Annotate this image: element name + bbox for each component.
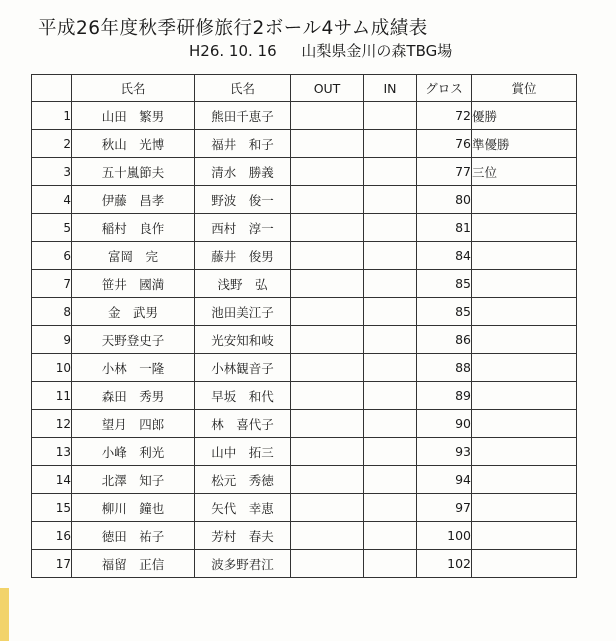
cell-in bbox=[364, 354, 417, 382]
cell-out bbox=[291, 270, 364, 298]
cell-out bbox=[291, 438, 364, 466]
cell-gross: 90 bbox=[417, 410, 472, 438]
cell-player-1: 柳川 鐘也 bbox=[72, 494, 195, 522]
cell-gross: 89 bbox=[417, 382, 472, 410]
table-row bbox=[32, 242, 577, 270]
cell-out bbox=[291, 494, 364, 522]
cell-player-1: 笹井 國満 bbox=[72, 270, 195, 298]
cell-award bbox=[472, 326, 577, 354]
cell-player-2: 小林観音子 bbox=[195, 354, 291, 382]
cell-award bbox=[472, 354, 577, 382]
cell-award bbox=[472, 382, 577, 410]
cell-out bbox=[291, 354, 364, 382]
cell-out bbox=[291, 130, 364, 158]
cell-in bbox=[364, 298, 417, 326]
cell-award bbox=[472, 438, 577, 466]
cell-award: 優勝 bbox=[472, 102, 577, 130]
cell-number: 8 bbox=[32, 298, 72, 326]
header-out: OUT bbox=[291, 75, 364, 102]
cell-gross: 100 bbox=[417, 522, 472, 550]
cell-in bbox=[364, 326, 417, 354]
cell-award bbox=[472, 270, 577, 298]
table-row bbox=[32, 326, 577, 354]
cell-player-2: 波多野君江 bbox=[195, 550, 291, 578]
results-table bbox=[31, 74, 577, 578]
cell-in bbox=[364, 158, 417, 186]
cell-in bbox=[364, 438, 417, 466]
cell-in bbox=[364, 410, 417, 438]
cell-player-2: 山中 拓三 bbox=[195, 438, 291, 466]
cell-out bbox=[291, 242, 364, 270]
cell-player-1: 森田 秀男 bbox=[72, 382, 195, 410]
table-row bbox=[32, 158, 577, 186]
cell-in bbox=[364, 130, 417, 158]
cell-player-2: 浅野 弘 bbox=[195, 270, 291, 298]
cell-in bbox=[364, 550, 417, 578]
cell-award bbox=[472, 550, 577, 578]
table-row bbox=[32, 102, 577, 130]
document-subtitle bbox=[189, 40, 452, 61]
cell-player-2: 矢代 幸恵 bbox=[195, 494, 291, 522]
table-row bbox=[32, 466, 577, 494]
cell-player-1: 金 武男 bbox=[72, 298, 195, 326]
cell-award bbox=[472, 186, 577, 214]
cell-gross: 93 bbox=[417, 438, 472, 466]
cell-player-1: 稲村 良作 bbox=[72, 214, 195, 242]
binder-edge bbox=[0, 588, 9, 641]
table-row bbox=[32, 550, 577, 578]
cell-gross: 102 bbox=[417, 550, 472, 578]
cell-out bbox=[291, 466, 364, 494]
cell-award: 三位 bbox=[472, 158, 577, 186]
cell-out bbox=[291, 326, 364, 354]
cell-in bbox=[364, 522, 417, 550]
results-body bbox=[32, 102, 577, 578]
cell-number: 5 bbox=[32, 214, 72, 242]
cell-number: 13 bbox=[32, 438, 72, 466]
document-title: 平成26年度秋季研修旅行2ボール4サム成績表 bbox=[38, 18, 428, 39]
cell-number: 3 bbox=[32, 158, 72, 186]
cell-gross: 77 bbox=[417, 158, 472, 186]
table-row bbox=[32, 382, 577, 410]
cell-gross: 86 bbox=[417, 326, 472, 354]
cell-gross: 76 bbox=[417, 130, 472, 158]
cell-award bbox=[472, 522, 577, 550]
cell-player-2: 松元 秀徳 bbox=[195, 466, 291, 494]
cell-number: 17 bbox=[32, 550, 72, 578]
cell-award: 準優勝 bbox=[472, 130, 577, 158]
cell-in bbox=[364, 214, 417, 242]
cell-number: 11 bbox=[32, 382, 72, 410]
cell-in bbox=[364, 186, 417, 214]
cell-player-1: 北澤 知子 bbox=[72, 466, 195, 494]
cell-number: 9 bbox=[32, 326, 72, 354]
cell-player-1: 望月 四郎 bbox=[72, 410, 195, 438]
cell-player-1: 伊藤 昌孝 bbox=[72, 186, 195, 214]
cell-player-2: 林 喜代子 bbox=[195, 410, 291, 438]
cell-player-2: 西村 淳一 bbox=[195, 214, 291, 242]
cell-gross: 85 bbox=[417, 270, 472, 298]
cell-player-1: 天野登史子 bbox=[72, 326, 195, 354]
cell-out bbox=[291, 214, 364, 242]
table-row bbox=[32, 130, 577, 158]
cell-player-2: 清水 勝義 bbox=[195, 158, 291, 186]
table-row bbox=[32, 214, 577, 242]
cell-number: 10 bbox=[32, 354, 72, 382]
cell-number: 14 bbox=[32, 466, 72, 494]
cell-gross: 81 bbox=[417, 214, 472, 242]
cell-out bbox=[291, 410, 364, 438]
header-no bbox=[32, 75, 72, 102]
cell-award bbox=[472, 242, 577, 270]
cell-player-1: 富岡 完 bbox=[72, 242, 195, 270]
cell-award bbox=[472, 298, 577, 326]
cell-player-2: 藤井 俊男 bbox=[195, 242, 291, 270]
cell-in bbox=[364, 270, 417, 298]
cell-player-2: 芳村 春夫 bbox=[195, 522, 291, 550]
header-gross: グロス bbox=[417, 75, 472, 102]
cell-out bbox=[291, 186, 364, 214]
cell-player-2: 野波 俊一 bbox=[195, 186, 291, 214]
header-in: IN bbox=[364, 75, 417, 102]
cell-award bbox=[472, 494, 577, 522]
table-row bbox=[32, 354, 577, 382]
cell-award bbox=[472, 410, 577, 438]
cell-player-2: 福井 和子 bbox=[195, 130, 291, 158]
cell-in bbox=[364, 242, 417, 270]
cell-player-2: 光安知和岐 bbox=[195, 326, 291, 354]
cell-out bbox=[291, 102, 364, 130]
table-row bbox=[32, 494, 577, 522]
cell-gross: 85 bbox=[417, 298, 472, 326]
cell-gross: 84 bbox=[417, 242, 472, 270]
cell-gross: 72 bbox=[417, 102, 472, 130]
table-row bbox=[32, 410, 577, 438]
table-row bbox=[32, 522, 577, 550]
cell-player-1: 秋山 光博 bbox=[72, 130, 195, 158]
table-row bbox=[32, 438, 577, 466]
cell-player-1: 小林 一隆 bbox=[72, 354, 195, 382]
cell-number: 12 bbox=[32, 410, 72, 438]
cell-player-1: 小峰 利光 bbox=[72, 438, 195, 466]
cell-number: 16 bbox=[32, 522, 72, 550]
cell-out bbox=[291, 550, 364, 578]
cell-out bbox=[291, 382, 364, 410]
event-venue: 山梨県金川の森TBG場 bbox=[301, 42, 453, 60]
cell-number: 7 bbox=[32, 270, 72, 298]
cell-gross: 80 bbox=[417, 186, 472, 214]
cell-number: 1 bbox=[32, 102, 72, 130]
cell-in bbox=[364, 102, 417, 130]
cell-player-1: 五十嵐節夫 bbox=[72, 158, 195, 186]
cell-number: 2 bbox=[32, 130, 72, 158]
cell-out bbox=[291, 158, 364, 186]
cell-in bbox=[364, 466, 417, 494]
cell-player-2: 熊田千恵子 bbox=[195, 102, 291, 130]
table-row bbox=[32, 298, 577, 326]
cell-in bbox=[364, 494, 417, 522]
cell-number: 15 bbox=[32, 494, 72, 522]
cell-award bbox=[472, 466, 577, 494]
header-award: 賞位 bbox=[472, 75, 577, 102]
cell-gross: 97 bbox=[417, 494, 472, 522]
cell-player-1: 福留 正信 bbox=[72, 550, 195, 578]
header-row bbox=[32, 75, 577, 102]
header-name-2: 氏名 bbox=[195, 75, 291, 102]
cell-out bbox=[291, 522, 364, 550]
cell-out bbox=[291, 298, 364, 326]
cell-number: 6 bbox=[32, 242, 72, 270]
cell-in bbox=[364, 382, 417, 410]
table-row bbox=[32, 270, 577, 298]
cell-award bbox=[472, 214, 577, 242]
cell-gross: 94 bbox=[417, 466, 472, 494]
cell-player-2: 早坂 和代 bbox=[195, 382, 291, 410]
cell-number: 4 bbox=[32, 186, 72, 214]
event-date: H26. 10. 16 bbox=[189, 42, 277, 60]
header-name-1: 氏名 bbox=[72, 75, 195, 102]
cell-gross: 88 bbox=[417, 354, 472, 382]
cell-player-2: 池田美江子 bbox=[195, 298, 291, 326]
table-row bbox=[32, 186, 577, 214]
cell-player-1: 徳田 祐子 bbox=[72, 522, 195, 550]
cell-player-1: 山田 繁男 bbox=[72, 102, 195, 130]
